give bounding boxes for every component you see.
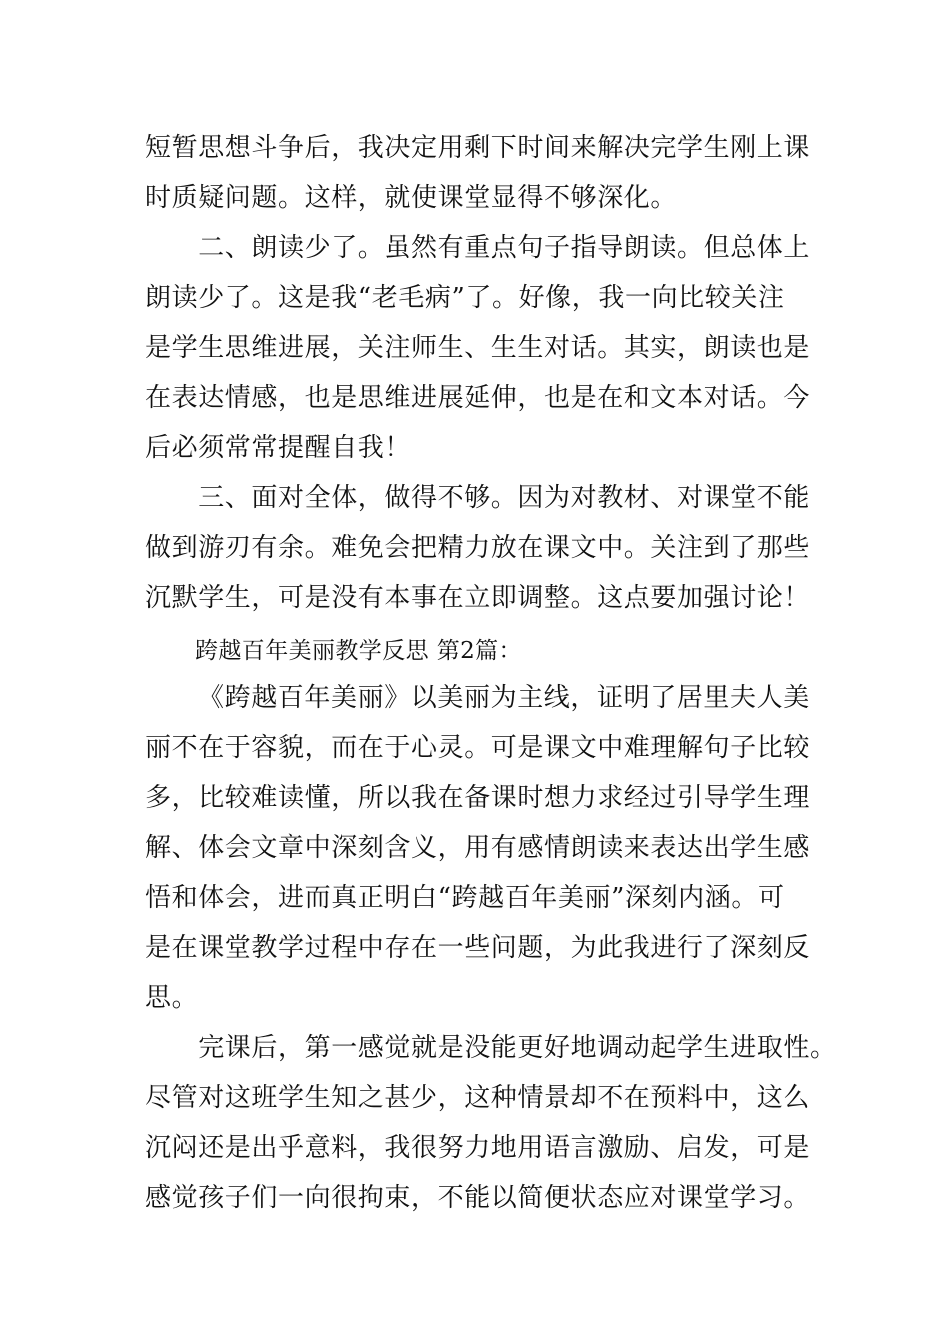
text-line: 二、朗读少了。虽然有重点句子指导朗读。但总体上	[145, 233, 811, 263]
section-heading: 跨越百年美丽教学反思 第2篇：	[195, 638, 522, 664]
text-line: 后必须常常提醒自我！	[145, 433, 412, 463]
text-line: 完课后，第一感觉就是没能更好地调动起学生进取性。	[145, 1033, 837, 1063]
text-line: 是学生思维进展，关注师生、生生对话。其实，朗读也是	[145, 333, 811, 363]
text-line: 短暂思想斗争后，我决定用剩下时间来解决完学生刚上课	[145, 133, 811, 163]
text-line: 三、面对全体，做得不够。因为对教材、对课堂不能	[145, 483, 811, 513]
text-line: 在表达情感，也是思维进展延伸，也是在和文本对话。今	[145, 383, 811, 413]
text-line: 沉默学生，可是没有本事在立即调整。这点要加强讨论！	[145, 583, 811, 613]
text-line: 做到游刃有余。难免会把精力放在课文中。关注到了那些	[145, 533, 811, 563]
text-line: 时质疑问题。这样，就使课堂显得不够深化。	[145, 183, 678, 213]
text-line: 丽不在于容貌，而在于心灵。可是课文中难理解句子比较	[145, 733, 811, 763]
text-line: 朗读少了。这是我“老毛病”了。好像，我一向比较关注	[145, 283, 785, 313]
text-line: 悟和体会，进而真正明白“跨越百年美丽”深刻内涵。可	[145, 883, 785, 913]
text-line: 沉闷还是出乎意料，我很努力地用语言激励、启发，可是	[145, 1133, 811, 1163]
text-line: 感觉孩子们一向很拘束，不能以简便状态应对课堂学习。	[145, 1183, 811, 1213]
text-line: 尽管对这班学生知之甚少，这种情景却不在预料中，这么	[145, 1083, 811, 1113]
text-line: 多，比较难读懂，所以我在备课时想力求经过引导学生理	[145, 783, 811, 813]
text-line: 《跨越百年美丽》以美丽为主线，证明了居里夫人美	[198, 683, 810, 713]
text-line: 思。	[145, 983, 199, 1013]
text-line: 解、体会文章中深刻含义，用有感情朗读来表达出学生感	[145, 833, 811, 863]
text-line: 是在课堂教学过程中存在一些问题，为此我进行了深刻反	[145, 933, 811, 963]
